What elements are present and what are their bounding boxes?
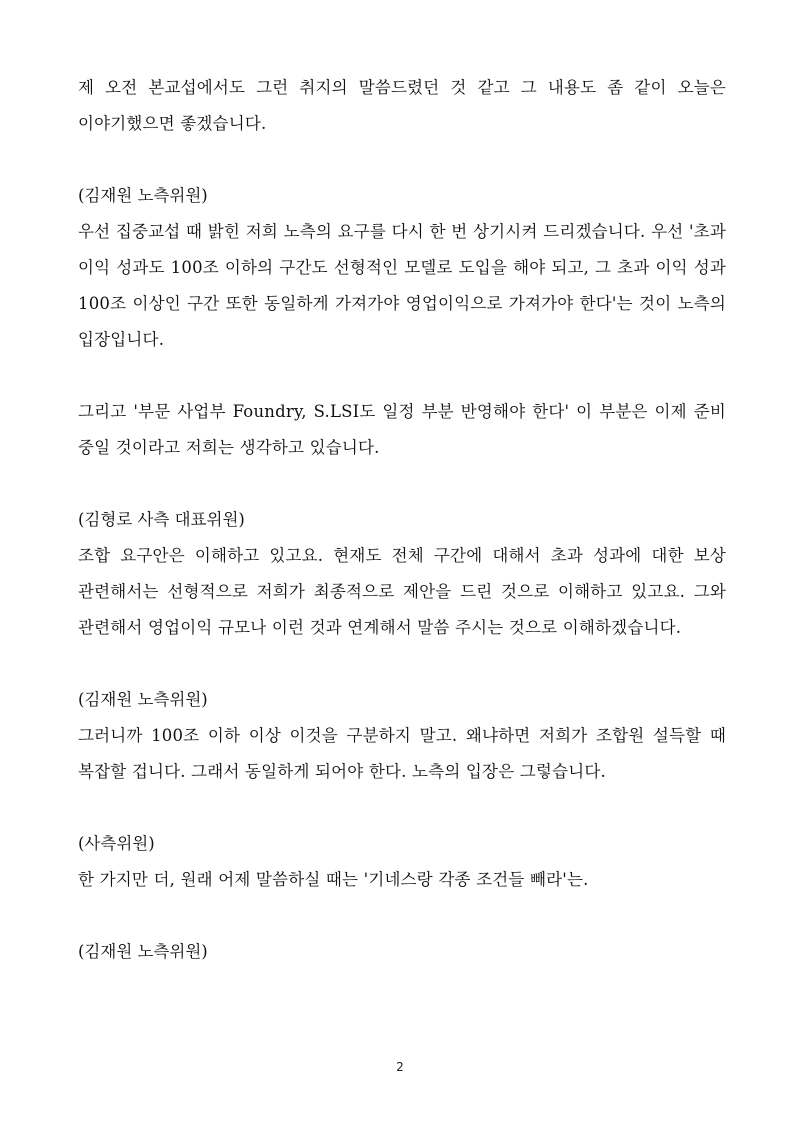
paragraph-gap xyxy=(78,466,726,502)
speaker-label: (김재원 노측위원) xyxy=(78,942,208,961)
paragraph-text: 그러니까 100조 이하 이상 이것을 구분하지 말고. 왜냐하면 저희가 조합원 설득할 때 복잡할 겁니다. 그래서 동일하게 되어야 한다. 노측의 입장은 그렇습니다. xyxy=(78,726,726,781)
document-body xyxy=(78,70,726,970)
paragraph-gap xyxy=(78,790,726,826)
paragraph-text: 한 가지만 더, 원래 어제 말씀하실 때는 '기네스랑 각종 조건들 빼라'는. xyxy=(78,870,589,889)
paragraph-gap xyxy=(78,898,726,934)
speaker-label: (김재원 노측위원) xyxy=(78,690,208,709)
paragraph-continuation: 제 오전 본교섭에서도 그런 취지의 말씀드렸던 것 같고 그 내용도 좀 같이 오늘은 이야기했으면 좋겠습니다. xyxy=(78,78,726,133)
speaker-label: (사측위원) xyxy=(78,834,155,853)
paragraph-text: 조합 요구안은 이해하고 있고요. 현재도 전체 구간에 대해서 초과 성과에 대한 보상 관련해서는 선형적으로 저희가 최종적으로 제안을 드린 것으로 이해하고 있고요. 그와 관련해서 영업이익 규모나 이런 것과 연계해서 말씀 주시는 것으로 이해하겠습니다. xyxy=(78,546,726,637)
speaker-label: (김재원 노측위원) xyxy=(78,186,208,205)
speaker-label: (김형로 사측 대표위원) xyxy=(78,510,245,529)
paragraph-text: 그리고 '부문 사업부 Foundry, S.LSI도 일정 부분 반영해야 한다' 이 부분은 이제 준비 중일 것이라고 저희는 생각하고 있습니다. xyxy=(78,402,726,457)
paragraph-text: 우선 집중교섭 때 밝힌 저희 노측의 요구를 다시 한 번 상기시켜 드리겠습니다. 우선 '초과 이익 성과도 100조 이하의 구간도 선형적인 모델로 도입을 해야 되고, 그 초과 이익 성과 100조 이상인 구간 또한 동일하게 가져가야 영업이익으로 가져가야 한다'는 것이 노측의 입장입니다. xyxy=(78,222,726,349)
paragraph-gap xyxy=(78,646,726,682)
paragraph-gap xyxy=(78,142,726,178)
paragraph-gap xyxy=(78,358,726,394)
page-number: 2 xyxy=(396,1060,404,1074)
